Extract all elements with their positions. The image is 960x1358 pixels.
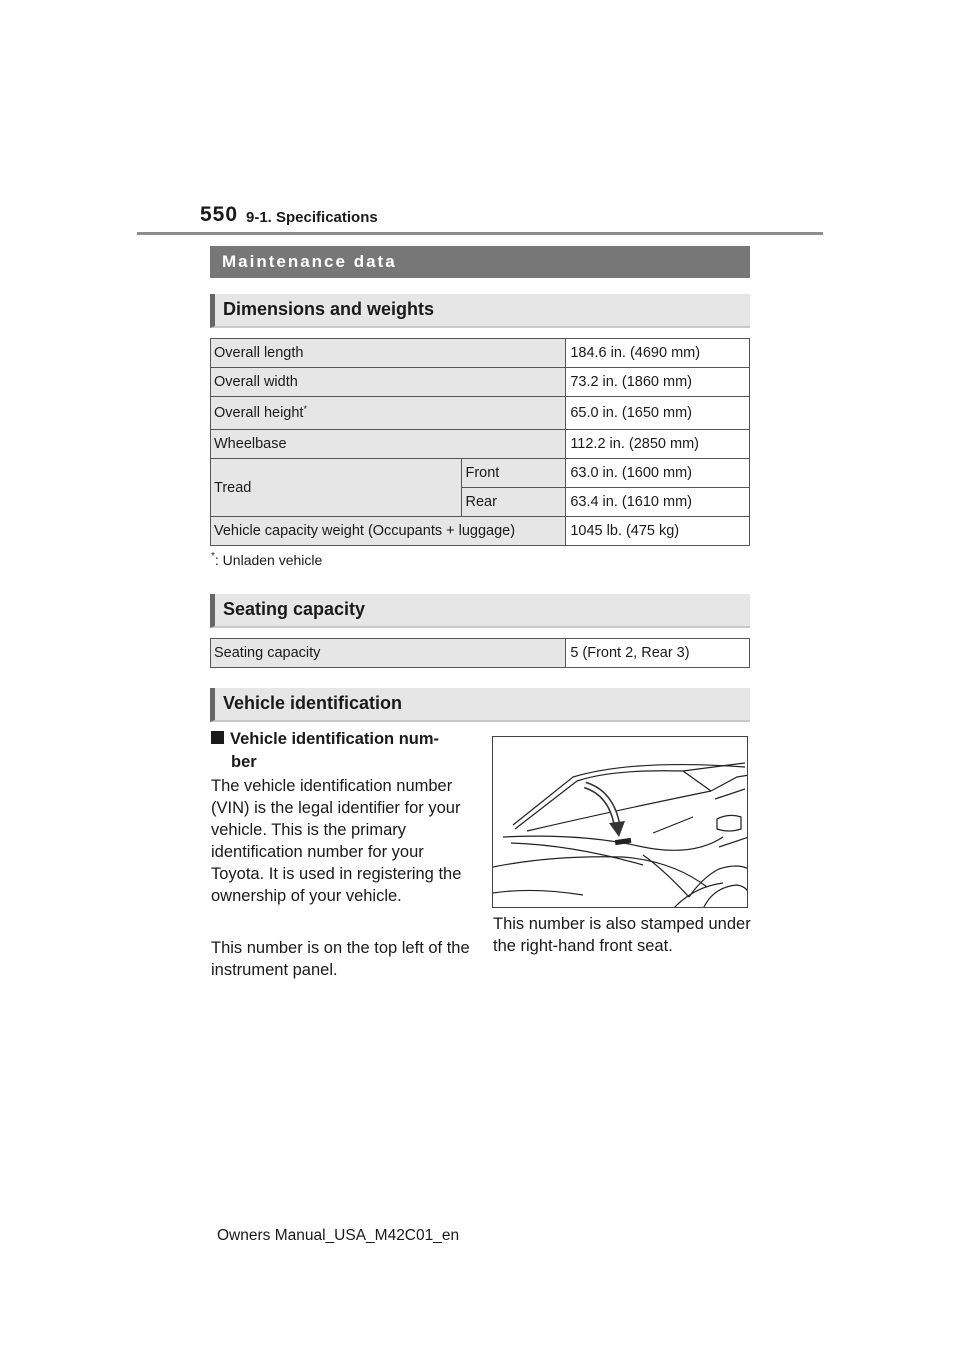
row-value: 112.2 in. (2850 mm): [566, 430, 750, 459]
table-row: [211, 639, 750, 668]
main-heading: Maintenance data: [210, 246, 750, 278]
sub-label: Front: [462, 459, 566, 488]
bullet-line-2: ber: [231, 753, 257, 771]
seating-table: [210, 638, 750, 668]
vehicle-id-heading: Vehicle identification: [210, 688, 750, 722]
table-row: [211, 517, 750, 546]
car-windshield-illustration: [493, 737, 748, 908]
row-value: 65.0 in. (1650 mm): [566, 397, 750, 430]
row-label: Overall height: [214, 405, 304, 421]
footnote: [211, 552, 322, 568]
table-row: [211, 430, 750, 459]
row-label: Seating capacity: [211, 639, 566, 668]
row-label: Vehicle capacity weight (Occupants + luggage): [211, 517, 566, 546]
footnote-mark: *: [211, 551, 215, 562]
row-label: Overall length: [211, 339, 566, 368]
bullet-square-icon: [211, 731, 224, 744]
row-value: 5 (Front 2, Rear 3): [566, 639, 750, 668]
page-number: 550: [200, 203, 239, 226]
table-row: [211, 339, 750, 368]
seating-heading: Seating capacity: [210, 594, 750, 628]
row-label: Overall width: [211, 368, 566, 397]
dimensions-table: [210, 338, 750, 546]
header-rule: [137, 232, 823, 235]
table-row: [211, 397, 750, 430]
row-label-cell: [211, 397, 566, 430]
table-row: [211, 368, 750, 397]
row-value: 63.0 in. (1600 mm): [566, 459, 750, 488]
footer-text: Owners Manual_USA_M42C01_en: [217, 1227, 460, 1244]
table-row: [211, 459, 750, 488]
row-value: 73.2 in. (1860 mm): [566, 368, 750, 397]
section-title: 9-1. Specifications: [246, 209, 378, 226]
row-value: 184.6 in. (4690 mm): [566, 339, 750, 368]
vin-location: This number is on the top left of the instrument panel.: [211, 939, 470, 979]
row-value: 63.4 in. (1610 mm): [566, 488, 750, 517]
vin-location-illustration: [492, 736, 748, 908]
row-label: Wheelbase: [211, 430, 566, 459]
dimensions-heading: Dimensions and weights: [210, 294, 750, 328]
footnote-mark: *: [303, 404, 307, 414]
row-value: 1045 lb. (475 kg): [566, 517, 750, 546]
bullet-line-1: Vehicle identification num-: [230, 730, 440, 748]
vin-bullet-heading: [211, 728, 461, 774]
footnote-text: : Unladen vehicle: [214, 552, 323, 568]
illustration-caption: This number is also stamped under the right-hand front seat.: [493, 915, 751, 955]
vin-description: The vehicle identification number (VIN) is the legal identifier for your vehicle. This is the primary identification number for your Toyota. It is used in registering the ownership of your vehicle.: [211, 777, 462, 905]
sub-label: Rear: [462, 488, 566, 517]
row-label: Tread: [211, 459, 462, 517]
